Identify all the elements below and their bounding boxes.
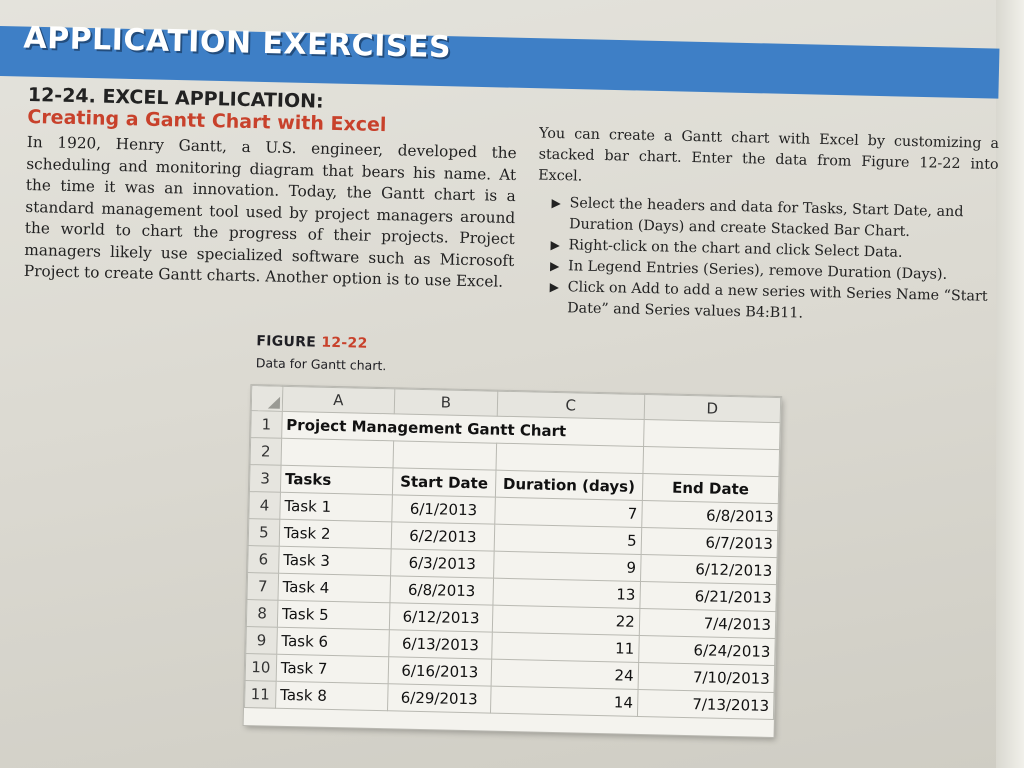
row-number: 5 <box>248 519 279 547</box>
end-date-cell: 7/4/2013 <box>639 608 776 638</box>
end-date-cell: 7/13/2013 <box>637 689 774 719</box>
empty-cell <box>393 441 496 470</box>
empty-cell <box>643 420 780 450</box>
duration-cell: 24 <box>491 659 638 689</box>
task-cell: Task 5 <box>277 600 390 630</box>
task-cell: Task 1 <box>280 492 393 522</box>
intro-paragraph: In 1920, Henry Gantt, a U.S. engineer, developed the scheduling and monitoring diagram that bears his name. At the time it was an innovation. Today, the Gantt chart is a standard management tool used by project managers around the world to chart the progress of their projects. Project managers likely use specialized software such as Microsoft Project to create Gantt charts. Another option is to use Excel. <box>23 132 517 291</box>
end-date-cell: 7/10/2013 <box>638 662 775 692</box>
row-number: 6 <box>248 546 279 574</box>
banner-title: APPLICATION EXERCISES <box>23 20 452 66</box>
header-cell-start-date: Start Date <box>392 468 495 497</box>
step-text: Click on Add to add a new series with Series Name “Start Date” and Series values B4:B11. <box>567 279 988 322</box>
start-date-cell: 6/29/2013 <box>387 684 490 713</box>
spreadsheet-grid <box>244 385 781 720</box>
end-date-cell: 6/21/2013 <box>640 581 777 611</box>
corner-triangle-icon <box>268 396 280 408</box>
row-number: 2 <box>250 438 281 466</box>
column-header: C <box>497 391 644 419</box>
header-cell-duration: Duration (days) <box>495 470 642 500</box>
duration-cell: 22 <box>492 605 639 635</box>
task-cell: Task 6 <box>277 627 390 657</box>
start-date-cell: 6/8/2013 <box>390 576 493 605</box>
column-header: B <box>394 389 497 416</box>
row-number: 3 <box>249 465 280 493</box>
column-header: D <box>644 395 781 423</box>
row-number: 11 <box>245 681 276 709</box>
end-date-cell: 6/7/2013 <box>641 527 778 557</box>
instructions-column <box>535 124 999 329</box>
task-cell: Task 7 <box>276 654 389 684</box>
start-date-cell: 6/1/2013 <box>392 495 495 524</box>
duration-cell: 5 <box>494 524 641 554</box>
step-text: Right-click on the chart and click Select Data. <box>568 237 903 261</box>
row-number: 7 <box>247 573 278 601</box>
empty-cell <box>643 447 780 477</box>
task-cell: Task 2 <box>279 519 392 549</box>
triangle-bullet-icon: ▶ <box>549 258 560 274</box>
figure-description: Data for Gantt chart. <box>255 355 387 374</box>
start-date-cell: 6/3/2013 <box>391 549 494 578</box>
exercise-subheading: Creating a Gantt Chart with Excel <box>27 105 387 137</box>
figure-number: 12-22 <box>321 334 368 352</box>
end-date-cell: 6/8/2013 <box>641 500 778 530</box>
sheet-title-cell: Project Management Gantt Chart <box>281 411 643 446</box>
step-text: In Legend Entries (Series), remove Duration (Days). <box>567 258 948 283</box>
duration-cell: 11 <box>492 632 639 662</box>
instructions-intro: You can create a Gantt chart with Excel by customizing a stacked bar chart. Enter the data from Figure 12-22 into Excel. <box>538 125 1000 185</box>
spreadsheet-figure <box>244 385 782 737</box>
start-date-cell: 6/2/2013 <box>391 522 494 551</box>
column-header: A <box>282 386 395 414</box>
figure-title <box>256 333 387 352</box>
triangle-bullet-icon: ▶ <box>551 195 561 211</box>
duration-cell: 14 <box>490 686 637 716</box>
duration-cell: 13 <box>493 578 640 608</box>
start-date-cell: 6/16/2013 <box>388 657 491 686</box>
row-number: 4 <box>249 492 280 520</box>
empty-cell <box>281 438 394 468</box>
row-number: 9 <box>246 627 277 655</box>
duration-cell: 9 <box>493 551 640 581</box>
row-number: 1 <box>251 411 282 439</box>
task-cell: Task 4 <box>278 573 391 603</box>
figure-caption <box>256 333 387 373</box>
header-cell-tasks: Tasks <box>280 465 393 495</box>
end-date-cell: 6/12/2013 <box>640 554 777 584</box>
figure-label: FIGURE <box>256 333 317 351</box>
header-cell-end-date: End Date <box>642 473 779 503</box>
triangle-bullet-icon: ▶ <box>549 279 560 295</box>
task-cell: Task 3 <box>278 546 391 576</box>
empty-cell <box>496 443 643 473</box>
row-number: 10 <box>245 654 276 682</box>
row-number: 8 <box>246 600 277 628</box>
end-date-cell: 6/24/2013 <box>638 635 775 665</box>
step-text: Select the headers and data for Tasks, Start Date, and Duration (Days) and create Stacked Bar Chart. <box>568 195 964 240</box>
exercise-heading: 12-24. EXCEL APPLICATION: <box>27 83 324 113</box>
start-date-cell: 6/12/2013 <box>389 603 492 632</box>
triangle-bullet-icon: ▶ <box>550 237 561 253</box>
task-cell: Task 8 <box>275 681 388 711</box>
duration-cell: 7 <box>495 497 642 527</box>
select-all-corner <box>251 386 282 412</box>
start-date-cell: 6/13/2013 <box>389 630 492 659</box>
